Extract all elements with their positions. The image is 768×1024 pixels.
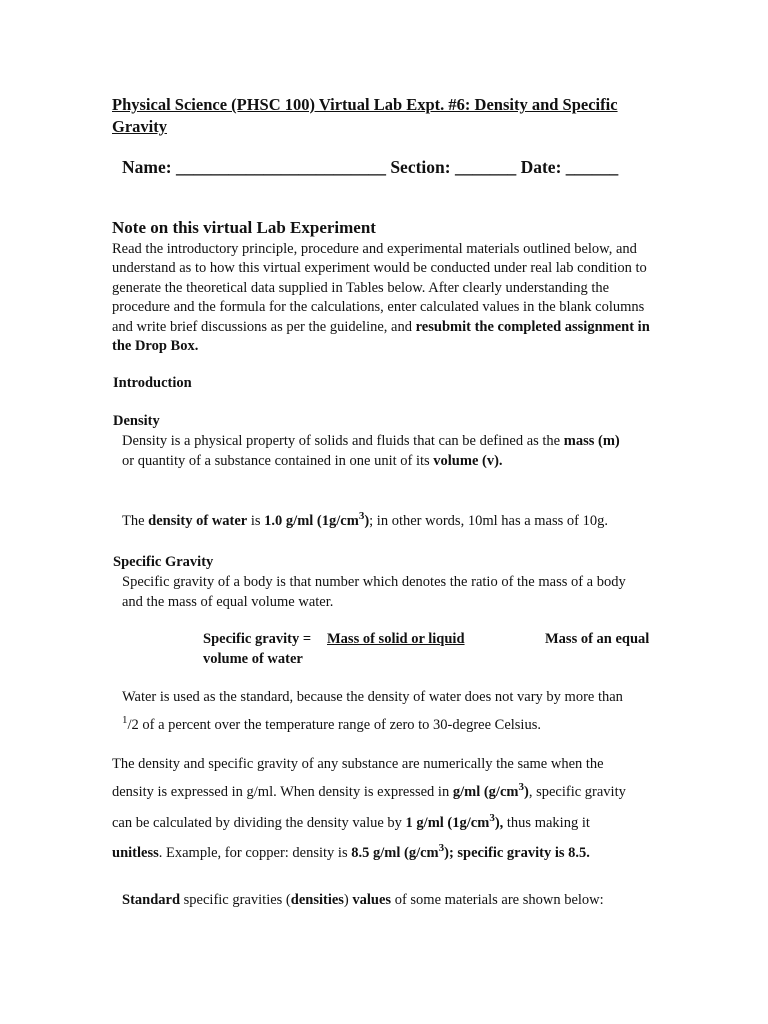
l4-unitless: unitless — [112, 845, 159, 861]
l2-post: , specific gravity — [528, 784, 626, 800]
l4-mid: . Example, for copper: density is — [158, 845, 348, 861]
water-pre: The — [122, 513, 145, 529]
l3-bold: 1 g/ml (1g/cm — [405, 815, 490, 831]
sg-text-2: and the mass of equal volume water. — [122, 594, 334, 610]
same-para-line-4 — [112, 842, 590, 862]
document-title: Physical Science (PHSC 100) Virtual Lab Expt. #6: Density and Specific Gravity — [112, 95, 618, 136]
std-t3: of some materials are shown below: — [394, 892, 604, 908]
water-value: 1.0 g/ml (1g/cm — [264, 513, 359, 529]
sg-formula-denominator-a: Mass of an equal — [545, 631, 650, 647]
date-blank: ______ — [565, 157, 619, 177]
std-b2: densities — [290, 892, 344, 908]
section-label: Section: — [390, 157, 451, 177]
density-mass: mass (m) — [563, 433, 620, 449]
water-sup: 3 — [358, 510, 365, 522]
standard-text-2-line — [122, 714, 541, 734]
sg-formula-label: Specific gravity = — [203, 631, 312, 647]
name-label: Name: — [122, 157, 172, 177]
l3-post: thus making it — [506, 815, 590, 831]
density-line-1 — [122, 433, 620, 450]
water-density-bold: density of water — [148, 513, 248, 529]
note-body: Read the introductory principle, procedure and experimental materials outlined below, and understand as to how this virtual experiment would be conducted under real lab condition to generate the theoretical data supplied in Tables below. After clearly understanding the procedure and the formula for the calculations, enter calculated values in the blank columns and write brief discussions as per the guideline, and — [112, 241, 647, 335]
standard-text-1: Water is used as the standard, because the density of water does not vary by more than — [122, 689, 623, 705]
l2-close: ) — [523, 784, 529, 800]
sg-text-1: Specific gravity of a body is that number which denotes the ratio of the mass of a body — [122, 574, 626, 590]
name-section-date-line — [122, 157, 618, 178]
l3-close: ), — [494, 815, 504, 831]
water-is: is — [250, 513, 261, 529]
density-text-2: or quantity of a substance contained in one unit of its — [122, 453, 430, 469]
density-line-2 — [122, 453, 503, 470]
l4-sup: 3 — [438, 842, 445, 854]
note-paragraph — [112, 240, 657, 356]
date-label: Date: — [520, 157, 562, 177]
water-close: ) — [364, 513, 370, 529]
std-t1: specific gravities ( — [183, 892, 291, 908]
same-para-line-2 — [112, 781, 626, 801]
note-body-bold: resubmit the completed assignment in the Drop Box. — [112, 318, 650, 355]
same-para-line-3 — [112, 812, 590, 832]
std-b3: values — [352, 892, 392, 908]
water-rest: ; in other words, 10ml has a mass of 10g. — [369, 513, 608, 529]
name-blank: ________________________ — [175, 157, 386, 177]
density-text-1: Density is a physical property of solids and fluids that can be defined as the — [122, 433, 561, 449]
l2-bold: g/ml (g/cm — [452, 784, 519, 800]
note-heading: Note on this virtual Lab Experiment — [112, 218, 376, 237]
specific-gravity-heading: Specific Gravity — [113, 554, 214, 570]
sg-formula-denominator-b: volume of water — [203, 651, 303, 667]
standard-values-line — [122, 892, 604, 909]
std-t2: ) — [343, 892, 349, 908]
standard-text-2: /2 of a percent over the temperature range of zero to 30-degree Celsius. — [127, 717, 541, 733]
l2-pre: density is expressed in g/ml. When density is expressed in — [112, 784, 450, 800]
half-sup: 1 — [122, 714, 128, 726]
water-density-line — [122, 510, 608, 530]
std-b1: Standard — [122, 892, 181, 908]
l3-pre: can be calculated by dividing the density value by — [112, 815, 402, 831]
section-blank: _______ — [454, 157, 517, 177]
sg-formula-numerator: Mass of solid or liquid — [327, 631, 465, 647]
l4-bold2: 8.5 g/ml (g/cm — [351, 845, 439, 861]
l3-sup: 3 — [489, 812, 495, 824]
l2-sup: 3 — [518, 781, 524, 793]
l4-bold3: ); specific gravity is 8.5. — [444, 845, 590, 861]
same-para-line-1: The density and specific gravity of any substance are numerically the same when the — [112, 756, 604, 772]
density-volume: volume (v). — [433, 453, 503, 469]
density-heading: Density — [113, 413, 160, 429]
introduction-heading: Introduction — [113, 375, 192, 391]
